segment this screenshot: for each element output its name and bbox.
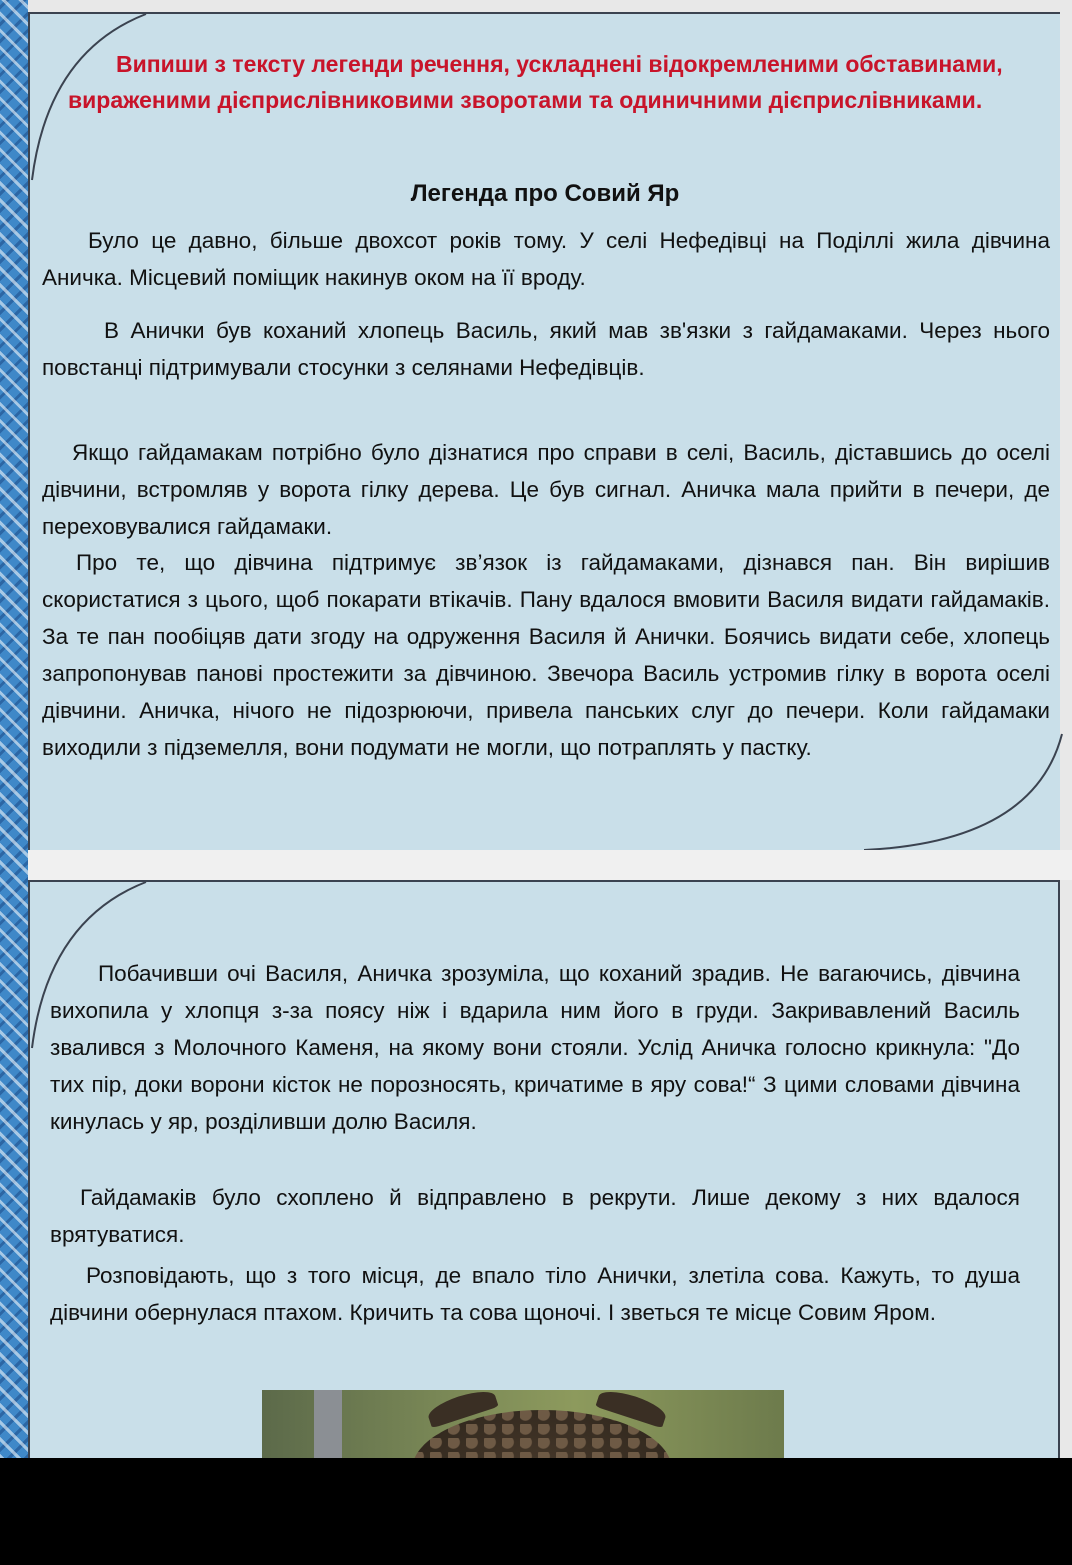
task-instruction: Випиши з тексту легенди речення, ускладнені відокремленими обставинами, вираженими дієприслівниковими зворотами та одиничними дієприслівниками. [68, 51, 1003, 113]
black-bar [0, 1458, 1072, 1565]
legend-title: Легенда про Совий Яр [410, 180, 680, 207]
paragraph: Було це давно, більше двохсот років тому. У селі Нефедівці на Поділлі жила дівчина Аничка. Місцевий поміщик накинув оком на її вроду. [42, 228, 1050, 290]
paragraph: Гайдамаків було схоплено й відправлено в рекрути. Лише декому з них вдалося врятуватися. [50, 1185, 1020, 1247]
paragraph: Розповідають, що з того місця, де впало тіло Анички, злетіла сова. Кажуть, то душа дівчини обернулася птахом. Кричить та сова щоночі. І зветься те місце Совим Яром. [50, 1263, 1020, 1325]
slide-2 [28, 880, 1060, 1460]
slide-1 [28, 12, 1060, 850]
slide-gap [28, 850, 1072, 880]
owl-photo [262, 1390, 784, 1460]
embroidery-border [0, 0, 28, 1458]
paragraph: Про те, що дівчина підтримує зв’язок із гайдамаками, дізнався пан. Він вирішив скористатися з цього, щоб покарати втікачів. Пану вдалося вмовити Василя видати гайдамаків. За те пан пообіцяв дати згоду на одруження Василя й Анички. Боячись видати себе, хлопець запропонував панові простежити за дівчиною. Звечора Василь устромив гілку в ворота оселі дівчини. Аничка, нічого не підозрюючи, привела панських слуг до печери. Коли гайдамаки виходили з підземелля, вони подумати не могли, що потраплять у пастку. [42, 550, 1050, 760]
paragraph: В Анички був коханий хлопець Василь, який мав зв'язки з гайдамаками. Через нього повстанці підтримували стосунки з селянами Нефедівців. [42, 318, 1050, 380]
paragraph: Якщо гайдамакам потрібно було дізнатися про справи в селі, Василь, діставшись до оселі дівчини, встромляв у ворота гілку дерева. Це був сигнал. Аничка мала прийти в печери, де переховувалися гайдамаки. [42, 440, 1050, 539]
paragraph: Побачивши очі Василя, Аничка зрозуміла, що коханий зрадив. Не вагаючись, дівчина вихопила у хлопця з-за поясу ніж і вдарила ним його в груди. Закривавлений Василь звалився з Молочного Каменя, на якому вони стояли. Услід Аничка голосно крикнула: "До тих пір, доки ворони кісток не порозносять, кричатиме в яру сова!“ З цими словами дівчина кинулась у яр, розділивши долю Василя. [50, 961, 1020, 1134]
